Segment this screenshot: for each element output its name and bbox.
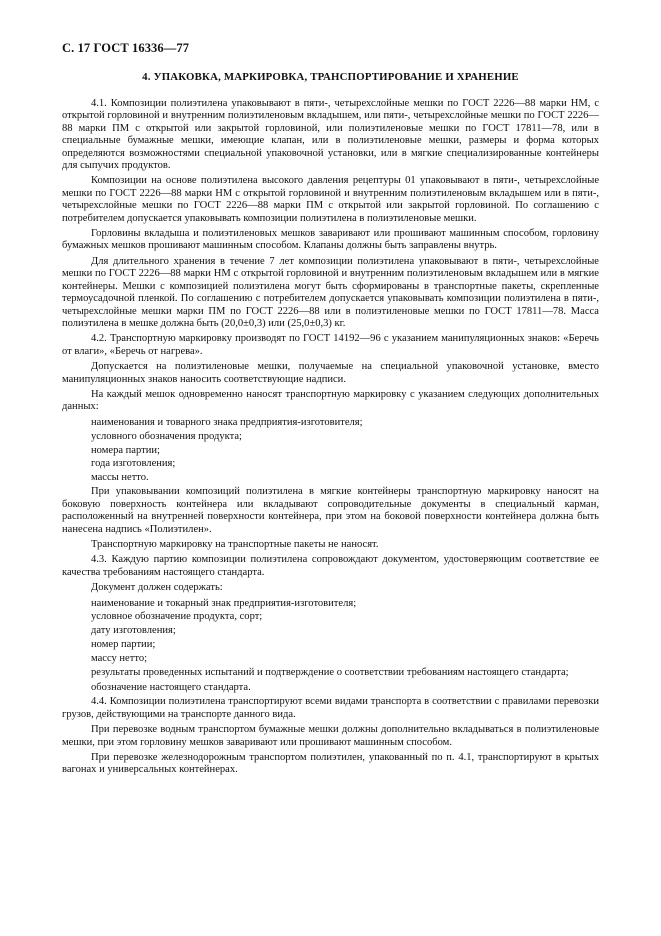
list-item: обозначение настоящего стандарта. <box>91 682 251 694</box>
section-title: 4. УПАКОВКА, МАРКИРОВКА, ТРАНСПОРТИРОВАНИЕ И ХРАНЕНИЕ <box>142 71 519 83</box>
paragraph: При перевозке железнодорожным транспортом полиэтилен, упакованный по п. 4.1, транспортируют в крытых вагонах и универсальных контейнерах. <box>62 752 599 776</box>
list-item: условного обозначения продукта; <box>91 430 242 442</box>
paragraph-4-3: 4.3. Каждую партию композиции полиэтилена сопровождают документом, удостоверяющим соответствие ее качества требованиям настоящего стандарта. <box>62 554 599 578</box>
paragraph-4-4: 4.4. Композиции полиэтилена транспортируют всеми видами транспорта в соответствии с правилами перевозки грузов, действующими на транспорте данного вида. <box>62 696 599 720</box>
paragraph: Транспортную маркировку на транспортные пакеты не наносят. <box>91 538 379 550</box>
paragraph: При перевозке водным транспортом бумажные мешки должны дополнительно вкладываться в полиэтиленовые мешки, при этом горловину мешков заваривают или прошивают машинным способом. <box>62 724 599 748</box>
paragraph: Допускается на полиэтиленовые мешки, получаемые на специальной упаковочной установке, вместо манипуляционных знаков наносить соответствующие надписи. <box>62 361 599 385</box>
list-item: наименования и товарного знака предприятия-изготовителя; <box>91 416 363 428</box>
body-text <box>62 98 599 780</box>
paragraph-4-2: 4.2. Транспортную маркировку производят по ГОСТ 14192—96 с указанием манипуляционных знаков: «Беречь от влаги», «Беречь от нагрева». <box>62 333 599 357</box>
paragraph: Документ должен содержать: <box>91 582 223 594</box>
paragraph: Для длительного хранения в течение 7 лет композиции полиэтилена упаковывают в пяти-, четырехслойные мешки по ГОСТ 2226—88 марки НМ с открытой горловиной и внутренним полиэтиленовым вкладышем или в мягкие контейнеры. Мешки с композицией полиэтилена могут быть сформированы в транспортные пакеты, скрепленные термоусадочной пленкой. По соглашению с потребителем допускается упаковывать композиции полиэтилена в пяти-, четырехслойные мешки марки ПМ по ГОСТ 2226—88 или в полиэтиленовые мешки по ГОСТ 17811—78. Масса полиэтилена в мешке должна быть (20,0±0,3) или (25,0±0,3) кг. <box>62 255 599 329</box>
list-item: наименование и токарный знак предприятия-изготовителя; <box>91 597 357 609</box>
paragraph-4-1: 4.1. Композиции полиэтилена упаковывают в пяти-, четырехслойные мешки по ГОСТ 2226—88 марки НМ, с открытой горловиной и внутренним полиэтиленовым вкладышем, или пяти-, четырехслойные мешки по ГОСТ 2226—88 марки ПМ с открытой или закрытой горловиной, или полиэтиленовые мешки по ГОСТ 17811—78, или в специальные бумажные мешки, имеющие клапан, или в полиэтиленовые мешки, размеры и форма которых определяются возможностями специальной упаковочной установки, или в мягкие специализированные контейнеры для сыпучих продуктов. <box>62 98 599 172</box>
list-item: массы нетто. <box>91 472 149 484</box>
paragraph: При упаковывании композиций полиэтилена в мягкие контейнеры транспортную маркировку наносят на боковую поверхность контейнера или вкладывают сопроводительные документы в специальный карман, расположенный на внутренней поверхности контейнера, при этом на боковой поверхности контейнера должна быть нанесена надпись «Полиэтилен». <box>62 486 599 535</box>
list-item: массу нетто; <box>91 653 148 665</box>
paragraph: Горловины вкладыша и полиэтиленовых мешков заваривают или прошивают машинным способом, горловину бумажных мешков прошивают машинным способом. Клапаны должны быть заправлены внутрь. <box>62 228 599 252</box>
paragraph: На каждый мешок одновременно наносят транспортную маркировку с указанием следующих дополнительных данных: <box>62 388 599 413</box>
page-header: С. 17 ГОСТ 16336—77 <box>62 41 190 55</box>
list-item: результаты проведенных испытаний и подтверждение о соответствии требованиям настоящего стандарта; <box>91 667 569 679</box>
list-item: номер партии; <box>91 639 156 651</box>
paragraph: Композиции на основе полиэтилена высокого давления рецептуры 01 упаковывают в пяти-, четырехслойные мешки по ГОСТ 2226—88 марки НМ с открытой горловиной и внутренним полиэтиленовым вкладышем или в пяти-, четырехслойные мешки по ГОСТ 2226—88 марки ПМ с открытой или закрытой горловиной. По соглашению с потребителем допускается упаковывать композиции полиэтилена в полиэтиленовые мешки. <box>62 175 599 224</box>
list-item: года изготовления; <box>91 458 176 470</box>
list-item: условное обозначение продукта, сорт; <box>91 611 263 623</box>
list-item: дату изготовления; <box>91 625 176 637</box>
list-item: номера партии; <box>91 444 160 456</box>
